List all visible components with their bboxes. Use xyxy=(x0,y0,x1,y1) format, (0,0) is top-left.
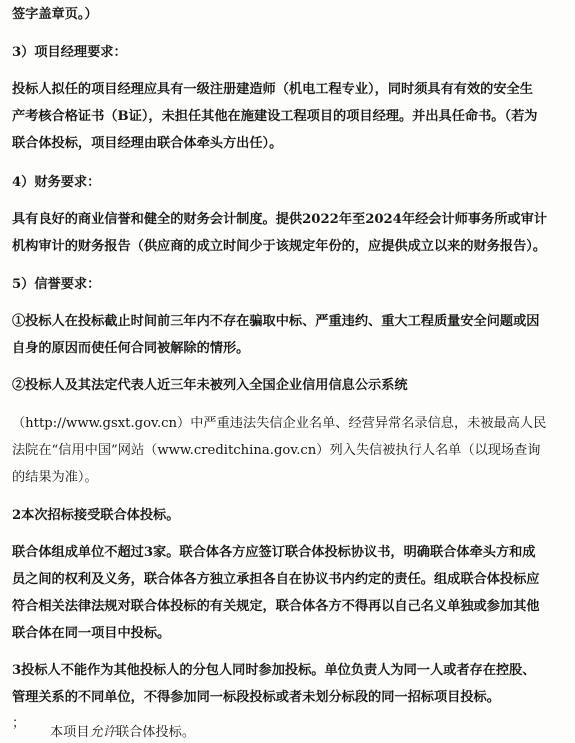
text-line-7: 具有良好的商业信誉和健全的财务会计制度。提供2022年至2024年经会计师事务所或审计 xyxy=(12,212,547,227)
section-heading-consortium: 2本次招标接受联合体投标。 xyxy=(12,508,180,523)
text-line-11: 自身的原因而使任何合同被解除的情形。 xyxy=(12,341,250,356)
final-statement-handwritten: 允许 xyxy=(89,725,116,740)
text-line-1: 签字盖章页。） xyxy=(12,7,98,22)
text-line-5: 联合体投标，项目经理由联合体牵头方出任）。 xyxy=(12,136,283,151)
text-line-23: ； xyxy=(12,716,26,731)
text-line-22: 管理关系的不同单位，不得参加同一标段投标或者未划分标段的同一招标项目投标。 xyxy=(12,690,500,705)
text-line-12: ②投标人及其法定代表人近三年未被列入全国企业信用信息公示系统 xyxy=(12,378,408,393)
text-line-13: （http://www.gsxt.gov.cn）中严重违法失信企业名单、经营异常名录信息，未被最高人民 xyxy=(12,416,547,431)
text-line-14: 法院在“信用中国”网站（www.creditchina.gov.cn）列入失信被执行人名单（以现场查询 xyxy=(12,443,541,458)
text-line-18: 员之间的权利及义务，联合体各方独立承担各自在协议书内约定的责任。组成联合体投标应 xyxy=(12,572,540,587)
section-heading-finance: 4）财务要求： xyxy=(12,175,101,190)
text-line-19: 符合相关法律法规对联合体投标的有关规定，联合体各方不得再以自己名义单独或参加其他 xyxy=(12,599,540,614)
text-line-4: 产考核合格证书（B证），未担任其他在施建设工程项目的项目经理。并出具任命书。（若为 xyxy=(12,109,538,124)
text-line-20: 联合体在同一项目中投标。 xyxy=(12,626,171,641)
final-statement-suffix: 联合体投标。 xyxy=(115,725,196,740)
text-line-3: 投标人拟任的项目经理应具有一级注册建造师（机电工程专业），同时须具有有效的安全生 xyxy=(12,82,533,97)
text-line-15: 的结果为准）。 xyxy=(12,470,98,485)
section-heading-project-manager: 3）项目经理要求： xyxy=(12,45,127,60)
text-line-21: 3投标人不能作为其他投标人的分包人同时参加投标。单位负责人为同一人或者存在控股、 xyxy=(12,663,536,678)
section-heading-reputation: 5）信誉要求： xyxy=(12,277,101,292)
text-line-10: ①投标人在投标截止时间前三年内不存在骗取中标、严重违约、重大工程质量安全问题或因 xyxy=(12,314,540,329)
text-line-17: 联合体组成单位不超过3家。联合体各方应签订联合体投标协议书，明确联合体牵头方和成 xyxy=(12,545,536,560)
final-statement-prefix: 本项目 xyxy=(50,725,90,740)
text-line-8: 机构审计的财务报告（供应商的成立时间少于该规定年份的，应提供成立以来的财务报告）。 xyxy=(12,239,547,254)
final-statement xyxy=(50,723,575,743)
